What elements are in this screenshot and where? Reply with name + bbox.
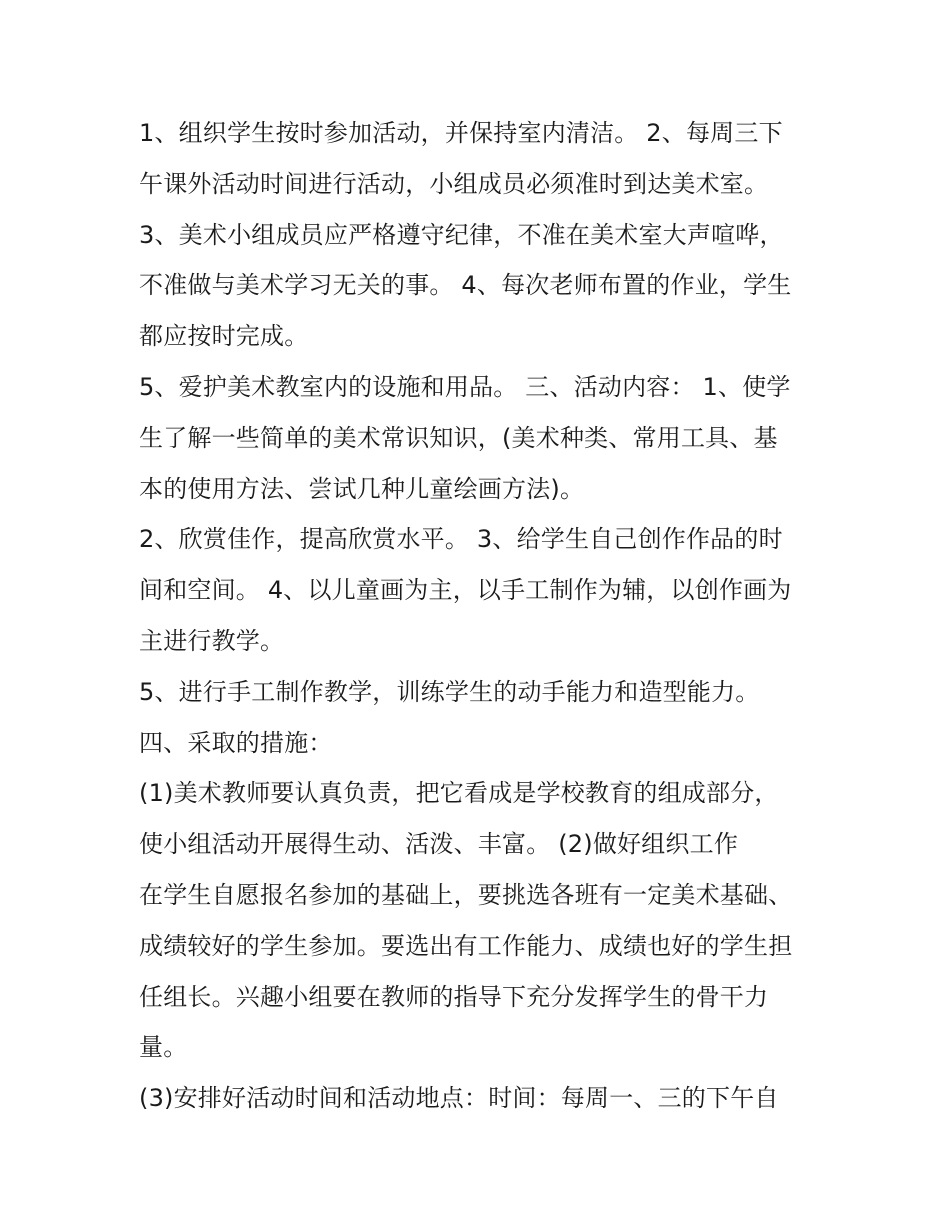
text-line: 都应按时完成。 bbox=[139, 322, 309, 351]
text-line: (3)安排好活动时间和活动地点：时间：每周一、三的下午自 bbox=[139, 1084, 779, 1113]
text-line: 5、进行手工制作教学，训练学生的动手能力和造型能力。 bbox=[139, 677, 760, 706]
text-line: 5、爱护美术教室内的设施和用品。 三、活动内容： 1、使学 bbox=[139, 372, 791, 401]
text-line: 2、欣赏佳作，提高欣赏水平。 3、给学生自己创作作品的时 bbox=[139, 525, 783, 554]
text-line: 使小组活动开展得生动、活泼、丰富。 (2)做好组织工作 bbox=[139, 830, 739, 859]
text-line: 3、美术小组成员应严格遵守纪律，不准在美术室大声喧哗， bbox=[139, 220, 784, 249]
section-heading: 四、采取的措施： bbox=[139, 728, 333, 757]
document-body bbox=[139, 108, 829, 1124]
text-line: 成绩较好的学生参加。要选出有工作能力、成绩也好的学生担 bbox=[139, 931, 793, 960]
text-line: 不准做与美术学习无关的事。 4、每次老师布置的作业，学生 bbox=[139, 271, 792, 300]
text-line: 主进行教学。 bbox=[139, 626, 285, 655]
text-line: 任组长。兴趣小组要在教师的指导下充分发挥学生的骨干力 bbox=[139, 982, 769, 1011]
text-line: 在学生自愿报名参加的基础上，要挑选各班有一定美术基础、 bbox=[139, 880, 793, 909]
text-line: 量。 bbox=[139, 1033, 188, 1062]
text-line: 间和空间。 4、以儿童画为主，以手工制作为辅，以创作画为 bbox=[139, 576, 792, 605]
text-line: 生了解一些简单的美术常识知识，(美术种类、常用工具、基 bbox=[139, 423, 778, 452]
text-line: 1、组织学生按时参加活动，并保持室内清洁。 2、每周三下 bbox=[139, 119, 783, 147]
text-line: 本的使用方法、尝试几种儿童绘画方法)。 bbox=[139, 474, 585, 503]
text-line: (1)美术教师要认真负责，把它看成是学校教育的组成部分， bbox=[139, 779, 779, 808]
text-line: 午课外活动时间进行活动，小组成员必须准时到达美术室。 bbox=[139, 169, 769, 198]
